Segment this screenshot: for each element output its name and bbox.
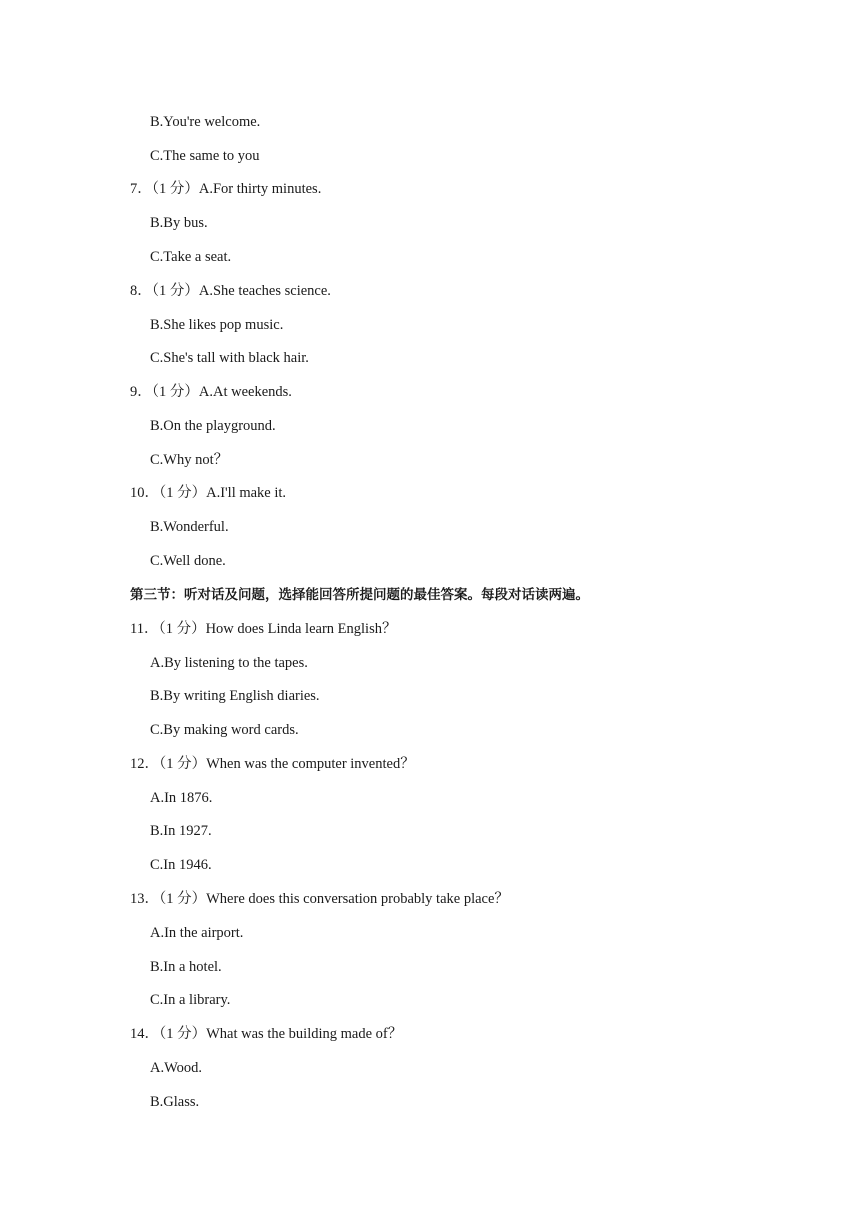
option-line: A.In the airport. xyxy=(150,925,244,941)
option-line: B.By writing English diaries. xyxy=(150,688,320,704)
option-line: A.In 1876. xyxy=(150,790,213,806)
option-line: A.By listening to the tapes. xyxy=(150,655,308,671)
question-line: 10．（1 分）A.I'll make it. xyxy=(130,485,287,501)
section-heading: 第三节：听对话及问题，选择能回答所提问题的最佳答案。每段对话读两遍。 xyxy=(130,587,589,603)
option-line: B.On the playground. xyxy=(150,418,276,434)
question-line: 13．（1 分）Where does this conversation probably take place？ xyxy=(130,891,509,907)
option-line: C.Take a seat. xyxy=(150,249,232,265)
question-line: 12．（1 分）When was the computer invented？ xyxy=(130,756,415,772)
option-line: C.The same to you xyxy=(150,148,260,164)
question-line: 8．（1 分）A.She teaches science. xyxy=(130,283,331,299)
option-line: B.In a hotel. xyxy=(150,959,222,975)
option-line: B.In 1927. xyxy=(150,823,212,839)
option-line: C.By making word cards. xyxy=(150,722,299,738)
option-line: B.By bus. xyxy=(150,215,208,231)
option-line: B.Glass. xyxy=(150,1094,200,1110)
question-line: 14．（1 分）What was the building made of？ xyxy=(130,1026,403,1042)
question-line: 7．（1 分）A.For thirty minutes. xyxy=(130,181,322,197)
option-line: C.She's tall with black hair. xyxy=(150,350,309,366)
option-line: C.In 1946. xyxy=(150,857,212,873)
option-line: C.Why not？ xyxy=(150,452,229,468)
option-line: B.Wonderful. xyxy=(150,519,229,535)
option-line: B.You're welcome. xyxy=(150,114,261,130)
option-line: B.She likes pop music. xyxy=(150,317,284,333)
option-line: C.In a library. xyxy=(150,992,231,1008)
question-line: 11．（1 分）How does Linda learn English？ xyxy=(130,621,397,637)
question-line: 9．（1 分）A.At weekends. xyxy=(130,384,292,400)
option-line: A.Wood. xyxy=(150,1060,202,1076)
option-line: C.Well done. xyxy=(150,553,226,569)
